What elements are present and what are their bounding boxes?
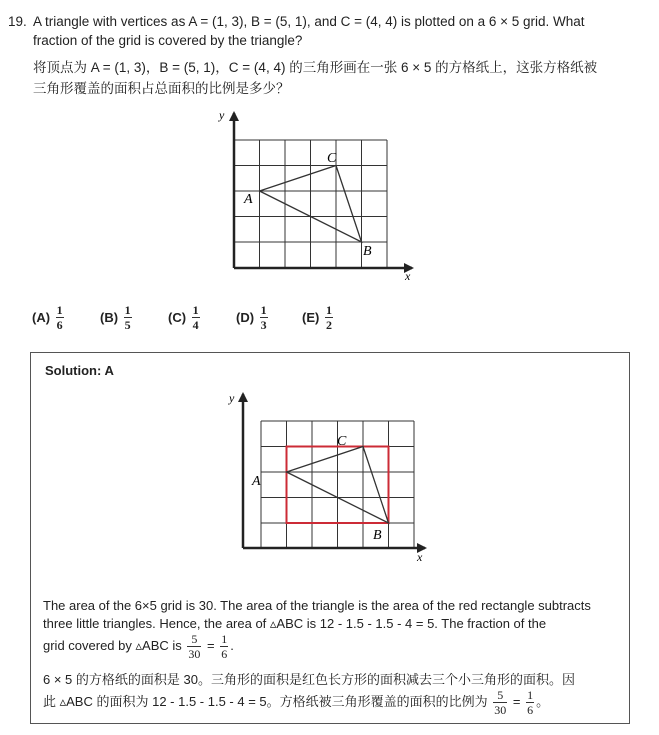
vertex-label-a: A	[244, 192, 253, 207]
solution-zh-2-end: 。	[536, 693, 550, 709]
problem-figure	[210, 105, 420, 285]
choice-e[interactable]	[302, 304, 335, 331]
choice-b[interactable]	[100, 304, 134, 331]
vertex-label-b: B	[363, 244, 372, 259]
solution-vertex-label-c: C	[337, 434, 347, 449]
y-axis-label: y	[219, 108, 225, 122]
solution-text-zh-2	[43, 689, 549, 716]
problem-text-en-1: A triangle with vertices as A = (1, 3), B = (5, 1), and C = (4, 4) is plotted on a 6 × 5 grid. What	[33, 14, 585, 29]
x-axis-label: x	[405, 269, 411, 283]
zh-fraction-5-30: $\frac{5}{30}$	[494, 688, 507, 717]
choice-d-label: (D)	[236, 310, 255, 325]
solution-figure	[227, 391, 442, 571]
choice-c-label: (C)	[168, 310, 187, 325]
solution-en-3-prefix: grid covered by ▵ABC is	[43, 637, 182, 653]
choice-b-value: $\frac{1}{5}$	[124, 303, 131, 332]
choice-d[interactable]	[236, 304, 270, 331]
zh-equals-sign: =	[512, 693, 521, 709]
fraction-1-6: $\frac{1}{6}$	[221, 632, 228, 661]
solution-vertex-label-a: A	[252, 474, 261, 489]
zh-fraction-1-6: $\frac{1}{6}$	[527, 688, 534, 717]
fraction-5-30: $\frac{5}{30}$	[188, 632, 201, 661]
problem-text-zh-1: 将顶点为 A = (1, 3)，B = (5, 1)，C = (4, 4) 的三角形画在一张 6 × 5 的方格纸上，这张方格纸被	[33, 60, 598, 75]
problem-text-en-2: fraction of the grid is covered by the triangle?	[33, 33, 303, 48]
solution-text-en-2: three little triangles. Hence, the area of ▵ABC is 12 - 1.5 - 1.5 - 4 = 5. The fraction of the	[43, 616, 547, 631]
choice-a[interactable]	[32, 304, 66, 331]
choice-a-value: $\frac{1}{6}$	[56, 303, 63, 332]
solution-x-axis-label: x	[417, 550, 423, 564]
solution-text-en-3	[43, 633, 234, 660]
choice-d-value: $\frac{1}{3}$	[260, 303, 267, 332]
solution-text-en-1: The area of the 6×5 grid is 30. The area of the triangle is the area of the red rectangle subtracts	[43, 598, 591, 613]
solution-box	[30, 352, 630, 724]
solution-zh-2-prefix: 此 ▵ABC 的面积为 12 - 1.5 - 1.5 - 4 = 5。方格纸被三角形覆盖的面积的比例为	[43, 693, 488, 709]
choice-e-label: (E)	[302, 310, 320, 325]
choice-b-label: (B)	[100, 310, 119, 325]
vertex-label-c: C	[327, 151, 337, 166]
solution-title: Solution: A	[45, 363, 114, 378]
choice-c[interactable]	[168, 304, 202, 331]
equals-sign: =	[207, 637, 215, 653]
problem-text-zh-2: 三角形覆盖的面积占总面积的比例是多少？	[33, 81, 290, 96]
choice-a-label: (A)	[32, 310, 51, 325]
problem-number: 19.	[8, 14, 27, 29]
choice-c-value: $\frac{1}{4}$	[192, 303, 199, 332]
solution-vertex-label-b: B	[373, 528, 382, 543]
solution-en-3-end: .	[230, 637, 234, 653]
solution-y-axis-label: y	[229, 391, 235, 405]
choice-e-value: $\frac{1}{2}$	[325, 303, 332, 332]
solution-text-zh-1: 6 × 5 的方格纸的面积是 30。三角形的面积是红色长方形的面积减去三个小三角形的面积。因	[43, 672, 575, 687]
